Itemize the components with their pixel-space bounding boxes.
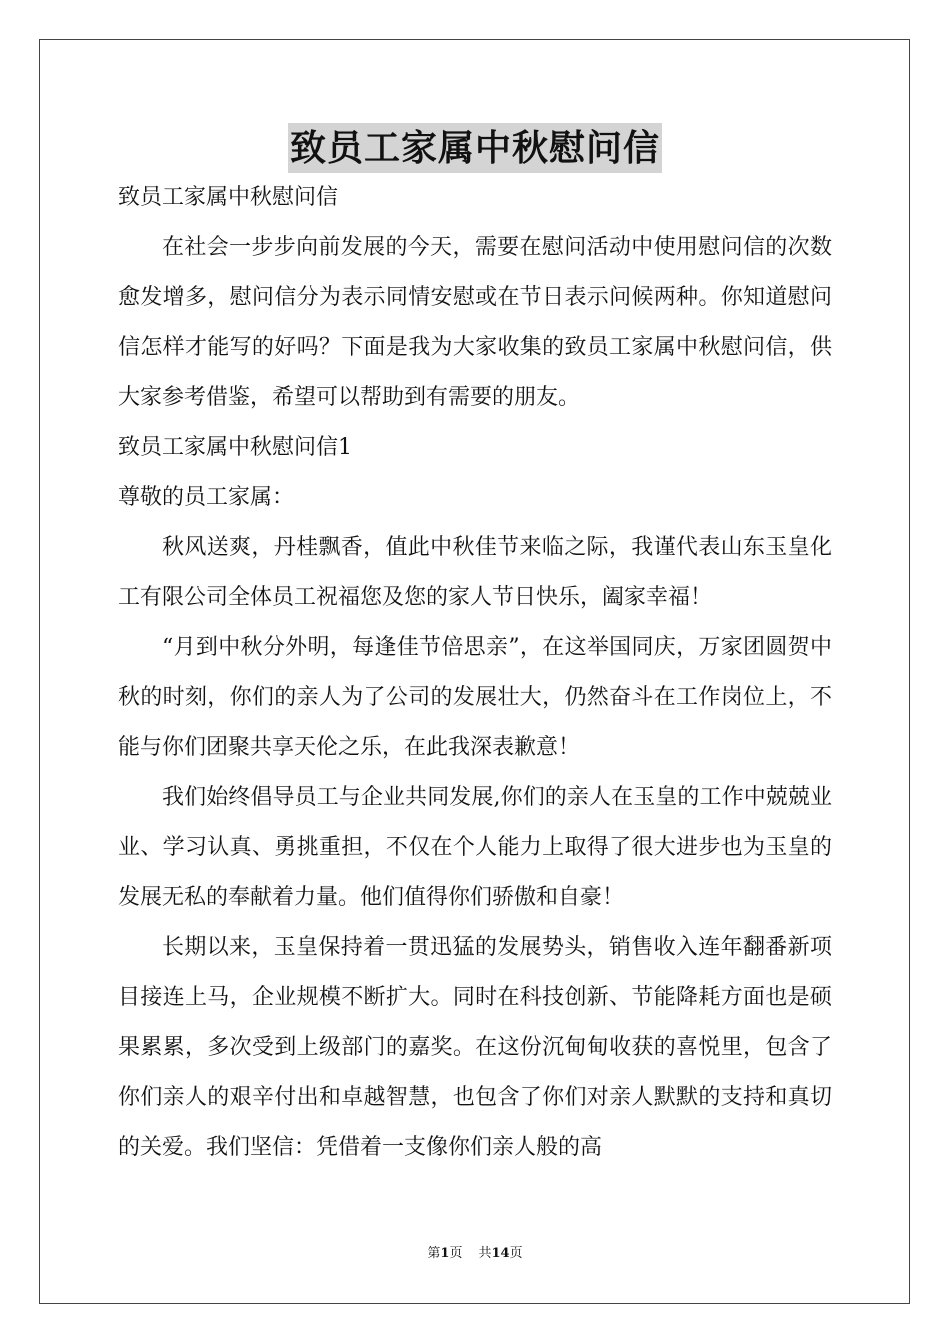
body-paragraph-1: 秋风送爽，丹桂飘香，值此中秋佳节来临之际，我谨代表山东玉皇化工有限公司全体员工祝福您及您的家人节日快乐，阖家幸福！ — [118, 535, 832, 610]
page-footer — [0, 1244, 950, 1264]
document-subtitle: 致员工家属中秋慰问信 — [118, 185, 339, 210]
total-prefix: 共 — [478, 1246, 492, 1261]
body-paragraph-3: 我们始终倡导员工与企业共同发展,你们的亲人在玉皇的工作中兢兢业业、学习认真、勇挑重担，不仅在个人能力上取得了很大进步也为玉皇的发展无私的奉献着力量。他们值得你们骄傲和自豪！ — [118, 785, 832, 910]
page-unit: 页 — [449, 1246, 463, 1261]
salutation: 尊敬的员工家属： — [118, 485, 295, 510]
page-current: 1 — [440, 1246, 450, 1261]
page-total: 14 — [491, 1246, 510, 1261]
section-heading: 致员工家属中秋慰问信1 — [118, 435, 352, 460]
page-prefix: 第 — [427, 1246, 441, 1261]
intro-paragraph: 在社会一步步向前发展的今天，需要在慰问活动中使用慰问信的次数愈发增多，慰问信分为表示同情安慰或在节日表示问候两种。你知道慰问信怎样才能写的好吗？下面是我为大家收集的致员工家属中秋慰问信，供大家参考借鉴，希望可以帮助到有需要的朋友。 — [118, 235, 832, 410]
document-body — [118, 173, 832, 1173]
total-unit: 页 — [509, 1246, 523, 1261]
body-paragraph-2: “月到中秋分外明，每逢佳节倍思亲”，在这举国同庆，万家团圆贺中秋的时刻，你们的亲人为了公司的发展壮大，仍然奋斗在工作岗位上，不能与你们团聚共享天伦之乐，在此我深表歉意！ — [118, 635, 832, 760]
body-paragraph-4: 长期以来，玉皇保持着一贯迅猛的发展势头，销售收入连年翻番新项目接连上马，企业规模不断扩大。同时在科技创新、节能降耗方面也是硕果累累，多次受到上级部门的嘉奖。在这份沉甸甸收获的喜悦里，包含了你们亲人的艰辛付出和卓越智慧，也包含了你们对亲人默默的支持和真切的关爱。我们坚信：凭借着一支像你们亲人般的高 — [118, 935, 832, 1160]
title-container — [0, 123, 950, 173]
document-title: 致员工家属中秋慰问信 — [288, 123, 662, 173]
